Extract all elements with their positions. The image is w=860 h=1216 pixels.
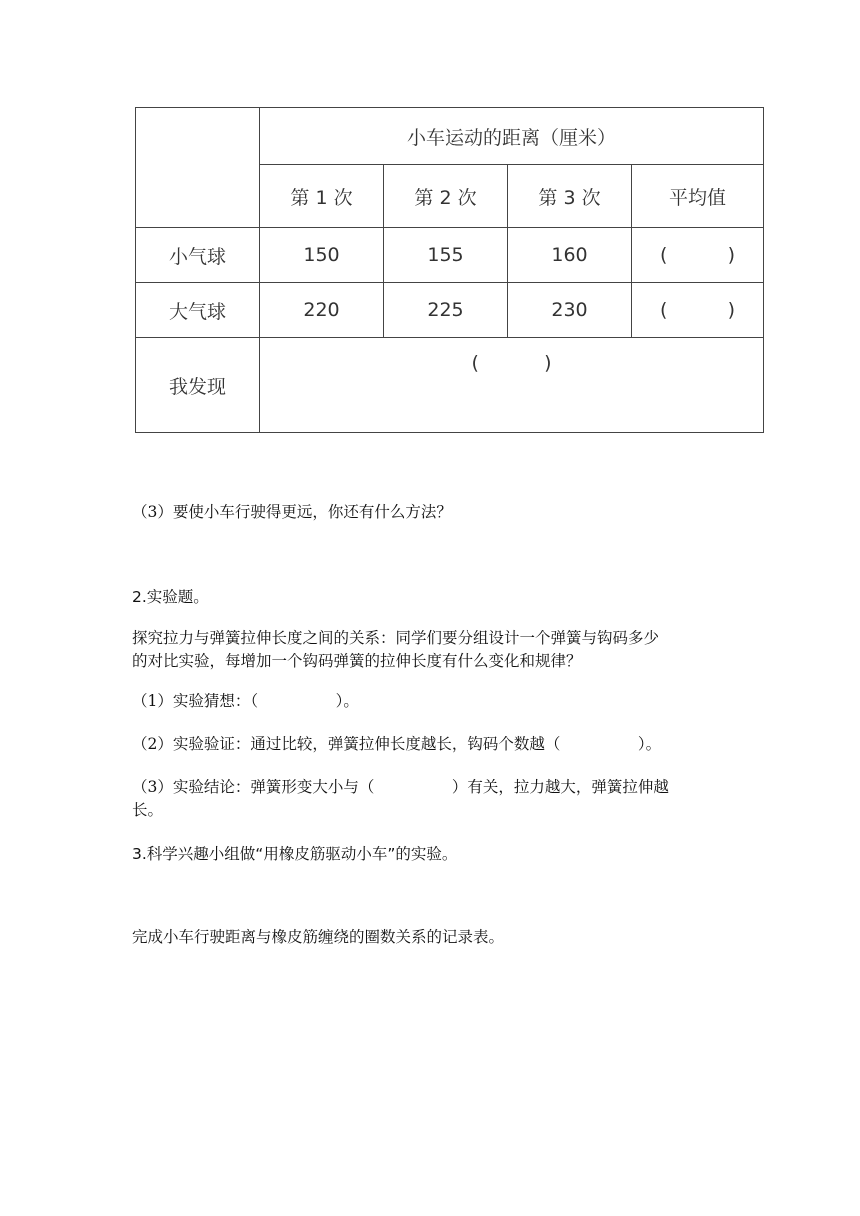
average-blank: ( ) xyxy=(632,228,764,283)
table-row xyxy=(136,228,764,283)
col-header-1: 第 1 次 xyxy=(260,165,384,228)
hypothesis-item: （1）实验猜想：（ ）。 xyxy=(132,692,359,710)
row-label-large-balloon: 大气球 xyxy=(136,283,260,338)
average-blank: ( ) xyxy=(632,283,764,338)
col-header-2: 第 2 次 xyxy=(384,165,508,228)
table-corner-cell xyxy=(136,108,260,228)
verification-item: （2）实验验证：通过比较，弹簧拉伸长度越长，钩码个数越（ ）。 xyxy=(132,735,662,753)
row-label-finding: 我发现 xyxy=(136,338,260,433)
question-3-text: （3）要使小车行驶得更远，你还有什么方法？ xyxy=(132,503,452,521)
section-3-title: 3.科学兴趣小组做“用橡皮筋驱动小车”的实验。 xyxy=(132,845,458,863)
row-label-small-balloon: 小气球 xyxy=(136,228,260,283)
section-2-title: 2.实验题。 xyxy=(132,588,209,606)
col-header-average: 平均值 xyxy=(632,165,764,228)
cell-value: 155 xyxy=(384,228,508,283)
section-2-intro: 的对比实验，每增加一个钩码弹簧的拉伸长度有什么变化和规律？ xyxy=(132,652,582,670)
cell-value: 160 xyxy=(508,228,632,283)
cell-value: 220 xyxy=(260,283,384,338)
table-header-main: 小车运动的距离（厘米） xyxy=(260,108,764,165)
cell-value: 150 xyxy=(260,228,384,283)
cell-value: 230 xyxy=(508,283,632,338)
section-2-intro: 探究拉力与弹簧拉伸长度之间的关系：同学们要分组设计一个弹簧与钩码多少 xyxy=(132,629,660,647)
table-row xyxy=(136,338,764,433)
table-row xyxy=(136,283,764,338)
col-header-3: 第 3 次 xyxy=(508,165,632,228)
conclusion-item: 长。 xyxy=(132,801,164,819)
results-table xyxy=(135,107,764,433)
cell-value: 225 xyxy=(384,283,508,338)
section-3-text: 完成小车行驶距离与橡皮筋缠绕的圈数关系的记录表。 xyxy=(132,928,505,946)
conclusion-item: （3）实验结论：弹簧形变大小与（ ）有关，拉力越大，弹簧拉伸越 xyxy=(132,778,669,796)
finding-blank: ( ) xyxy=(260,338,764,433)
